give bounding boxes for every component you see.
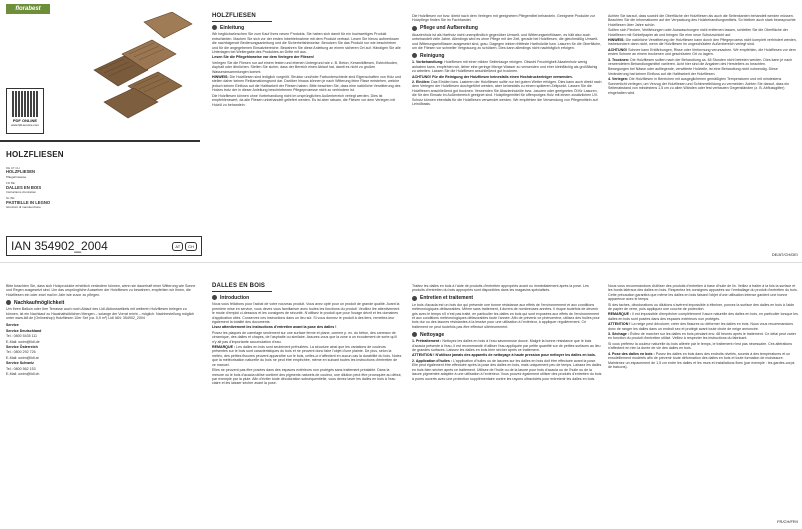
item-name: HOLZFLIESEN — [6, 169, 36, 175]
bullet-icon — [412, 296, 417, 301]
paragraph: Bewegungen bei Nässe oder aufliegende, verwitterte Holzteile, ist eine Behandlung nicht notwendig. Diese Veränderung hat keinen Einfluss auf die Haltbarkeit der Holzfliesen. — [608, 67, 778, 76]
warning-label: ACHTUNG! — [608, 47, 628, 52]
brand-logo: florabest — [6, 4, 50, 14]
page-footer-bottom: FR/CH/FR/I — [777, 519, 798, 524]
paragraph: Bitte beachten Sie, dass sich Holzprodukte erheblich verändern können, wenn sie dauerhaft einer Witterung wie Sonne und Regen ausgesetzt sind. Um das ursprüngliche Aussehen der Holzfliesen zu bewahren, empfehlen wir Ihnen, die Holzfliesen ein oder zwei mal im Jahr wie zuvor zu pflegen. — [6, 284, 196, 297]
paragraph: Achten Sie darauf, dass sowohl die Oberfläche der Holzfliesen als auch die Seitenkanten behandelt werden müssen. Beachten Sie die Informationen auf der Verpackung des Holzbehandlungsmittels. So bleiben auch stark beanspruchte Holzfliesen über Jahre schön. — [608, 14, 796, 27]
fr-col3: Nous vous recommandons d'utiliser des produits d'entretien à base d'huile de lin. Veillez à traiter à la fois la surface et les bords latéraux des dalles en bois. Respectez les consignes apposées sur l'emballage du produit d'entretien du bois. Cette précaution garantira que même les dalles en bois faisant l'objet d'une utilisation intense gardent une bonne apparence avec le temps. Si des taches, décolorations ou dilutions s'avèrent impossible à éliminer, poncez la surface des dalles en bois à l'aide de papier de verre, puis appliquez une couche de protection. REMARQUE : Il est impossible d'empêcher complètement l'usure naturelle des dalles en bois, en particulier lorsque les dalles en bois sont posées dans des espaces extérieurs non protégés. ATTENTION ! La neige peut décolorer, créer des fissures ou déformer les dalles en bois. Nous vous recommandons donc de ranger les dalles dans un endroit sec et protégé avant toute chute de neige annoncée. 3. Séchage : Évitez de marcher sur les dalles en bois pendant env. 48 heures après le traitement. Ce délai peut varier en fonction du produit d'entretien utilisé. Veillez à respecter les instructions du fabricant. Si vous préférez la couleur naturelle du bois altérée par le temps, le traitement n'est pas nécessaire. Ces altérations n'affectent en rien la durée de vie des dalles en bois. 4. Pose des dalles en bois : Posez les dalles en bois dans des endroits nivelés, soumis à des températures et un ensoleillement modérés afin de prévenir toute déformation des dalles en bois et toute formation de moisissure. Maintenez un espacement de 1,5 cm entre les dalles et les murs et installations fixes (par exemple : les gardes-corps de balcons). — [608, 284, 798, 369]
lang-codes: NL BE — [6, 196, 15, 201]
note-label: HINWEIS: — [212, 75, 229, 80]
item-name: DALLES EN BOIS — [6, 184, 42, 190]
paragraph: Die Holzfliesen vor bzw. direkt nach dem Verlegen mit geeignetem Pflegemittel behandeln. Geeignete Produkte zur Holzpflege finden Sie im Fachhandel. — [412, 14, 595, 23]
note-label: HINWEIS: — [608, 38, 625, 43]
service-country: Service Deutschland — [6, 328, 42, 333]
service-phone: Tel.: 0800 562 153 — [6, 366, 36, 371]
paragraph: Die Holzfliesen können ohne Vorbehandlung nicht im ursprünglichen Außenbereich verlegt werden. Dies ist empfehlenswert, da alle Fliesen unbehandelt geliefert werden. Es ist aber ratsam, die Fliesen vor dem Verlegen mit Holzöl zu behandeln. — [212, 93, 396, 107]
subheading: Introduction — [220, 294, 250, 301]
paragraph: Posez les plaques de carrelage seulement sur une surface ferme et plane, comme p. ex. du béton, des carreaux de céramique, des dalles et chapes, de l'asphalte ou similaire. Assurez-vous que la zone a un écoulement de sorte qu'il n'y ait pas d'importante accumulation d'eau. — [212, 330, 397, 344]
list-label: 2. Application d'huiles : — [412, 358, 453, 363]
pdf-online-url: www.lidl-service.com — [11, 123, 39, 127]
cover-item — [6, 166, 126, 179]
fr-col1: DALLES EN BOIS Introduction Nous vous félicitons pour l'achat de votre nouveau produit. Vous avez opté pour un produit de grande qualité. Avant la première mise en service, vous devez vous familiariser avec toutes les fonctions du produit. Veuillez lire attentivement le mode d'emploi ci-dessous et les consignes de sécurité. N'utilisez le produit que pour l'usage décrit et les domaines d'application cités. Conservez ces instructions dans un lieu sûr. Si vous donnez le produit à des tiers, remettez-leur également la totalité des documents. Lisez attentivement les instructions d'entretien avant la pose des dalles ! Posez les plaques de carrelage seulement sur une surface ferme et plane, comme p. ex. du béton, des carreaux de céramique, des dalles et chapes, de l'asphalte ou similaire. Assurez-vous que la zone a un écoulement de sorte qu'il n'y ait pas d'importante accumulation d'eau. REMARQUE : Les dalles en bois sont seulement préhuilées. La structure ainsi que les variations de couleurs présentes sur le bois sont caractéristiques du bois et ne peuvent donc faire l'objet d'une plainte. De plus, selon la météo, des petites fissures peuvent apparaître sur le bois, celles-ci n'affectent en aucun cas la durabilité du bois. Notez que la météorisation naturelle du bois ne peut être empêchée, même en suivant toutes les instructions d'entretien de ce manuel. Elles ne peuvent pas être posées dans des espaces extérieurs non protégés sans traitement préalable. Dans la mesure où le bois d'acacia utilisé contient des pigments naturels de couleur, une dilution peut être provoquée au début, par exemple par la pluie. Afin d'éviter toute décoloration subséquentielle, vous devez laver les dalles en bois à l'eau claire et les laisser sécher avant la pose. — [212, 283, 402, 386]
warning: ATTENTION ! N'utilisez jamais des appareils de nettoyage à haute pression pour nettoyer les dalles en bois. — [412, 353, 596, 358]
service-heading: Service — [6, 323, 19, 328]
list-label: 4. Verlegen: — [608, 77, 629, 82]
service-email: E-Mail: owim@lidl.ch — [6, 372, 40, 377]
ian-box — [6, 236, 202, 256]
subheading: Reinigung — [420, 52, 445, 59]
warning: ACHTUNG! Für die Reinigung der Holzfliesen keinesfalls einen Hochdruckreiniger verwenden. — [412, 74, 573, 79]
paragraph: Die Holzfliesen sind lediglich vorgeölt. Struktur und/oder Farbunterschiede sind Eigenschaften von Holz und stellen daher keinen Reklamationsgrund dar. Darüber hinaus können je nach Witterung feine Risse entstehen, welche jedoch keinen Einfluss auf die Haltbarkeit der Fliesen haben. Bitte beachten Sie, dass eine natürliche Verwitterung des Holzes trotz der in dieser Anleitung beschriebenen Pflegeprozesse nicht zu verhindern ist. — [212, 75, 401, 93]
subheading: Pflege und Aufbereitung — [420, 25, 478, 32]
subheading: Nachkaufmöglichkeit — [14, 299, 65, 306]
page-footer-top: DE/AT/CH/DE/ — [771, 252, 798, 257]
list-label: 1. Vorbehandlung: — [412, 60, 444, 65]
cover-band — [0, 140, 200, 142]
list-label: 2. Einölen: — [412, 80, 431, 85]
flag-badge: CH — [185, 242, 197, 251]
note-label: REMARQUE : — [608, 312, 632, 317]
service-country: Service Österreich — [6, 345, 38, 350]
paragraph: Um Ihren Balkon oder Ihre Terrasse auch noch Ablauf des Lidl-Aktionsartikels mit weiteren Holzfliesen belegen zu können, ist ein Nachkauf zu Haushaltsüblichen Mengen – solange der Vorrat reicht – möglich. Nachbestellung möglich unter www.lidl.de (Onlineshop) Holzfliesen 10er Set (ca. 0,9 m²) Lidl IAN: 354902_2004 — [6, 307, 195, 321]
subheading: Nettoyage — [420, 331, 445, 338]
item-desc: Istruzioni di manutenzione — [6, 205, 41, 210]
cover-title: HOLZFLIESEN — [6, 150, 64, 159]
ian-number: IAN 354902_2004 — [11, 239, 108, 253]
bold-note: Lisez attentivement les instructions d'entretien avant la pose des dalles ! — [212, 325, 337, 330]
paragraph: Le bois d'acacia est un bois dur qui présente une bonne résistance aux effets de l'environnement et aux conditions météorologiques défavorables. Même sans traitement, il durera de nombreuses années. Il risque toutefois de devenir gris avec le temps s'il n'est pas traité, en particulier les dalles en bois qui sont exposées aux effets de l'environnement et aux conditions météorologiques défavorables toute l'année. Afin de prévenir ce phénomène, utilisez des huiles pour bois dur ou des lasures résistantes à la lessive pour une utilisation à l'extérieur, à appliquer régulièrement. Ce traitement ne peut toutefois pas être effectué ultérieurement. — [412, 302, 600, 329]
section-title: DALLES EN BOIS — [212, 283, 266, 289]
service-country: Service Schweiz — [6, 361, 34, 366]
subheading: Entretien et traitement — [420, 295, 474, 302]
bullet-icon — [412, 26, 417, 31]
lang-codes: FR BE — [6, 181, 15, 186]
bold-note: Lesen Sie die Pflegehinweise vor dem Verlegen der Fliesen! — [212, 55, 315, 60]
list-label: 4. Pose des dalles en bois : — [608, 351, 655, 356]
de-col3: Achten Sie darauf, dass sowohl die Oberfläche der Holzfliesen als auch die Seitenkanten behandelt werden müssen. Beachten Sie die Informationen auf der Verpackung des Holzbehandlungsmittels. So bleiben auch stark beanspruchte Holzfliesen über Jahre schön. Sollten sich Flecken, Verfärbungen oder Auswaschungen nicht entfernen lassen, schleifen Sie die Oberfläche der Holzfliesen mit Schleifpapier ab und bringen Sie eine neue Schutzschicht auf. HINWEIS: Die natürliche Verwitterung der Holzfliesen kann durch den Pflegeprozess nicht komplett verhindert werden, insbesondere dann nicht, wenn die Holzfliesen im ungeschützten Außenbereich verlegt sind. ACHTUNG! Schnee kann Entfärbungen, Risse oder Verformung verursachen. Wir empfehlen, die Holzfliesen vor dem ersten Schnee an einem trockenen und geschützten Ort zu lagern. 3. Trocknen: Die Holzfliesen sollten nach der Behandlung ca. 48 Stunden nicht betreten werden. Dies kann je nach verwendetem Behandlungsmittel variieren. Acht hier sind die Angaben des Herstellers zu beachten. Bewegungen bei Nässe oder aufliegende, verwitterte Holzteile, ist eine Behandlung nicht notwendig. Diese Veränderung hat keinen Einfluss auf die Haltbarkeit der Holzfliesen. 4. Verlegen: Die Holzfliesen in Bereichen mit ausgeglichenen gemäßigten Temperaturen und mit mindestens Sonnenlicht verlegen, um Verzug der Holzfliesen und Schimmelbildung zu vermeiden. Achten Sie darauf, dass ein Seitenabstand von mindestens 1,5 cm zu allen Wänden oder fest verbauten Gegenständen (z. B. Abflussgitter) eingehalten wird. — [608, 14, 797, 95]
service-phone: Tel.: 0800 292 726 — [6, 350, 36, 355]
qr-code — [12, 91, 38, 117]
bullet-icon — [412, 332, 417, 337]
paragraph: Si vous préférez la couleur naturelle du bois altérée par le temps, le traitement n'est pas nécessaire. Ces altérations n'affectent en rien la durée de vie des dalles en bois. — [608, 341, 793, 351]
cover-item — [6, 181, 126, 194]
flag-badge: AT — [172, 242, 183, 251]
bullet-icon — [412, 53, 417, 58]
paragraph: Sollten sich Flecken, Verfärbungen oder Auswaschungen nicht entfernen lassen, schleifen Sie die Oberfläche der Holzfliesen mit Schleifpapier ab und bringen Sie eine neue Schutzschicht auf. — [608, 28, 788, 37]
paragraph: Nous vous recommandons d'utiliser des produits d'entretien à base d'huile de lin. Veillez à traiter à la fois la surface et les bords latéraux des dalles en bois. Respectez les consignes apposées sur l'emballage du produit d'entretien du bois. Cette précaution garantira que même les dalles en bois faisant l'objet d'une utilisation intense gardent une bonne apparence avec le temps. — [608, 284, 798, 302]
service-phone: Tel.: 0800 5435 111 — [6, 334, 38, 339]
bullet-icon — [212, 25, 217, 30]
paragraph: Elles ne peuvent pas être posées dans des espaces extérieurs non protégés sans traitement préalable. Dans la mesure où le bois d'acacia utilisé contient des pigments naturels de couleur, une dilution peut être provoquée au début, par exemple par la pluie. Afin d'éviter toute décoloration subséquentielle, vous devez laver les dalles en bois à l'eau claire et les laisser sécher avant la pose. — [212, 368, 402, 386]
paragraph: Wir beglückwünschen Sie zum Kauf Ihres neuen Produkts. Sie haben sich damit für ein hochwertiges Produkt entschieden. Machen Sie sich vor der ersten Inbetriebnahme mit dem Produkt vertraut. Lesen Sie hierzu aufmerksam die nachfolgende Bedienungsanleitung und die Sicherheitshinweise. Benutzen Sie das Produkt nur wie beschrieben und für die angegebenen Einsatzbereiche. Bewahren Sie diese Anleitung an einem sicheren Ort auf. Händigen Sie alle Unterlagen bei Weitergabe des Produktes an Dritte mit aus. — [212, 32, 401, 55]
service-email: E-Mail: owim@lidl.at — [6, 355, 39, 360]
paragraph: Si des taches, décolorations ou dilutions s'avèrent impossible à éliminer, poncez la surface des dalles en bois à l'aide de papier de verre, puis appliquez une couche de protection. — [608, 302, 795, 312]
list-label: 1. Prétraitement : — [412, 339, 442, 344]
warning-label: ATTENTION ! — [608, 322, 631, 327]
list-label: 3. Trocknen: — [608, 57, 630, 62]
bullet-icon — [6, 300, 11, 305]
list-label: 3. Séchage : — [608, 332, 629, 337]
pdf-online-box — [6, 88, 44, 134]
section-title: HOLZFLIESEN — [212, 13, 256, 19]
service-email: E-Mail: owim@lidl.de — [6, 339, 40, 344]
paragraph: Traitez les dalles en bois à l'aide de produits d'entretien appropriés avant ou immédiatement après la pose. Les produits d'entretien du bois appropriés sont disponibles dans les magasins spécialisés. — [412, 284, 589, 293]
paragraph: Akazienholz ist als Hartholz nicht unempfindlich gegenüber Umwelt- und Witterungseinflüssen, es hält also auch unbehandelt viele Jahre. Allerdings wird es ohne Pflege mit der Zeit, gerade bei Holzfliesen, die gleichmäßig Umwelt- und Witterungseinflüssen ausgesetzt sind, grau. Dagegen wirken frittfeste Hartholzöle bzw. Lasuren für die Oberfläche, um die Fliesen vor schneller Vergrauung zu schützen. Dies kann allerdings nicht nachträglich erfolgen. — [412, 32, 602, 51]
fr-col2: Traitez les dalles en bois à l'aide de produits d'entretien appropriés avant ou immédiatement après la pose. Les produits d'entretien du bois appropriés sont disponibles dans les magasins spécialisés. Entretien et traitement Le bois d'acacia est un bois dur qui présente une bonne résistance aux effets de l'environnement et aux conditions météorologiques défavorables. Même sans traitement, il durera de nombreuses années. Il risque toutefois de devenir gris avec le temps s'il n'est pas traité, en particulier les dalles en bois qui sont exposées aux effets de l'environnement et aux conditions météorologiques défavorables toute l'année. Afin de prévenir ce phénomène, utilisez des huiles pour bois dur ou des lasures résistantes à la lessive pour une utilisation à l'extérieur, à appliquer régulièrement. Ce traitement ne peut toutefois pas être effectué ultérieurement. Nettoyage 1. Prétraitement : Nettoyez les dalles en bois à l'eau savonneuse douce. Malgré la bonne résistance que le bois d'acacia présente à l'eau, il est recommandé d'utiliser l'eau appliquée par petite quantité sur de petites surfaces au lieu de grandes surfaces. Laissez les dalles en bois bien sécher après ce traitement. ATTENTION ! N'utilisez jamais des appareils de nettoyage à haute pression pour nettoyer les dalles en bois. 2. Application d'huiles : L'application d'huiles ou de lasures sur les dalles en bois doit être effectuée avant la pose. Elle peut également être effectuée après la pose des dalles en bois, mais uniquement peu de temps. Laissez les dalles en bois bien sécher après ce traitement. Utilisez de l'huile ou de la lasure pour bois d'acacia ou de l'huile ou de la lasure pigmentée adaptée à une utilisation à l'extérieur. Vous pouvez également utiliser des produits d'entretien du bois à pores ouverts avec une protection supplémentaire contre les rayons ultraviolets pour entretenir les dalles en bois. — [412, 284, 602, 381]
paragraph: Verlegen Sie die Fliesen nur auf einem festen und ebenen Untergrund wie z. B. Beton, Keramikfliesen, Estrichboden, Asphalt oder ähnlichen. Stellen Sie sicher, dass der Bereich einen Ablauf hat, damit es nicht zu großen Wasseransammlungen kommt. — [212, 60, 398, 74]
paragraph: Nous vous félicitons pour l'achat de votre nouveau produit. Vous avez opté pour un produit de grande qualité. Avant la première mise en service, vous devez vous familiariser avec toutes les fonctions du produit. Veuillez lire attentivement le mode d'emploi ci-dessous et les consignes de sécurité. N'utilisez le produit que pour l'usage décrit et les domaines d'application cités. Conservez ces instructions dans un lieu sûr. Si vous donnez le produit à des tiers, remettez-leur également la totalité des documents. — [212, 302, 400, 325]
fold-divider — [0, 262, 802, 263]
de-col1 — [212, 14, 402, 108]
item-desc: Pflegehinweise — [6, 174, 27, 179]
cover-item — [6, 196, 126, 209]
item-name: PASTIELLE IN LEGNO — [6, 199, 51, 205]
item-desc: Instructions d'entretien — [6, 190, 37, 195]
back-col — [6, 284, 198, 378]
bullet-icon — [212, 295, 217, 300]
product-image — [84, 12, 196, 126]
pdf-online-label: PDF ONLINE — [12, 118, 38, 123]
subheading: Einleitung — [220, 24, 245, 31]
lang-codes: DE AT CH — [6, 166, 20, 170]
note-label: REMARQUE : — [212, 345, 236, 350]
de-col2: Die Holzfliesen vor bzw. direkt nach dem Verlegen mit geeignetem Pflegemittel behandeln. Geeignete Produkte zur Holzpflege finden Sie im Fachhandel. Pflege und Aufbereitung Akazienholz ist als Hartholz nicht unempfindlich gegenüber Umwelt- und Witterungseinflüssen, es hält also auch unbehandelt viele Jahre. Allerdings wird es ohne Pflege mit der Zeit, gerade bei Holzfliesen, die gleichmäßig Umwelt- und Witterungseinflüssen ausgesetzt sind, grau. Dagegen wirken frittfeste Hartholzöle bzw. Lasuren für die Oberfläche, um die Fliesen vor schneller Vergrauung zu schützen. Dies kann allerdings nicht nachträglich erfolgen. Reinigung 1. Vorbehandlung: Holzfliesen mit einer milden Seifenlauge reinigen. Obwohl Feuchtigkeit Akazienholz wenig anhaben kann, empfehlen wir, lieber eine geringe Menge Wasser zu verwenden und eher kleinflächig als großflächig zu arbeiten. Lassen Sie die Holzfliesen anschließend gut trocknen. ACHTUNG! Für die Reinigung der Holzfliesen keinesfalls einen Hochdruckreiniger verwenden. 2. Einölen: Das Einölen bzw. Lasieren der Holzfliesen sollte nur bei gutem Wetter erfolgen. Dies kann auch direkt nach dem Verlegen der Holzfliesen durchgeführt werden, aber keinesfalls zu einem späteren Zeitpunkt. Lassen Sie die Holzfliesen anschließend gut trocknen. Verwenden Sie Akazienholzöle bzw. -lasuren oder geeignetes Öl für Lasuren, die für den Einsatz im Außenbereich geeignet sind. Holzpflegemittel für offenporiges Holz mit einem zusätzlichen UV-Schutz können ebenfalls für die Holzfliesen verwendet werden. Wir empfehlen die Verwendung von Pflegemitteln auf Leinölbasis. — [412, 14, 602, 107]
